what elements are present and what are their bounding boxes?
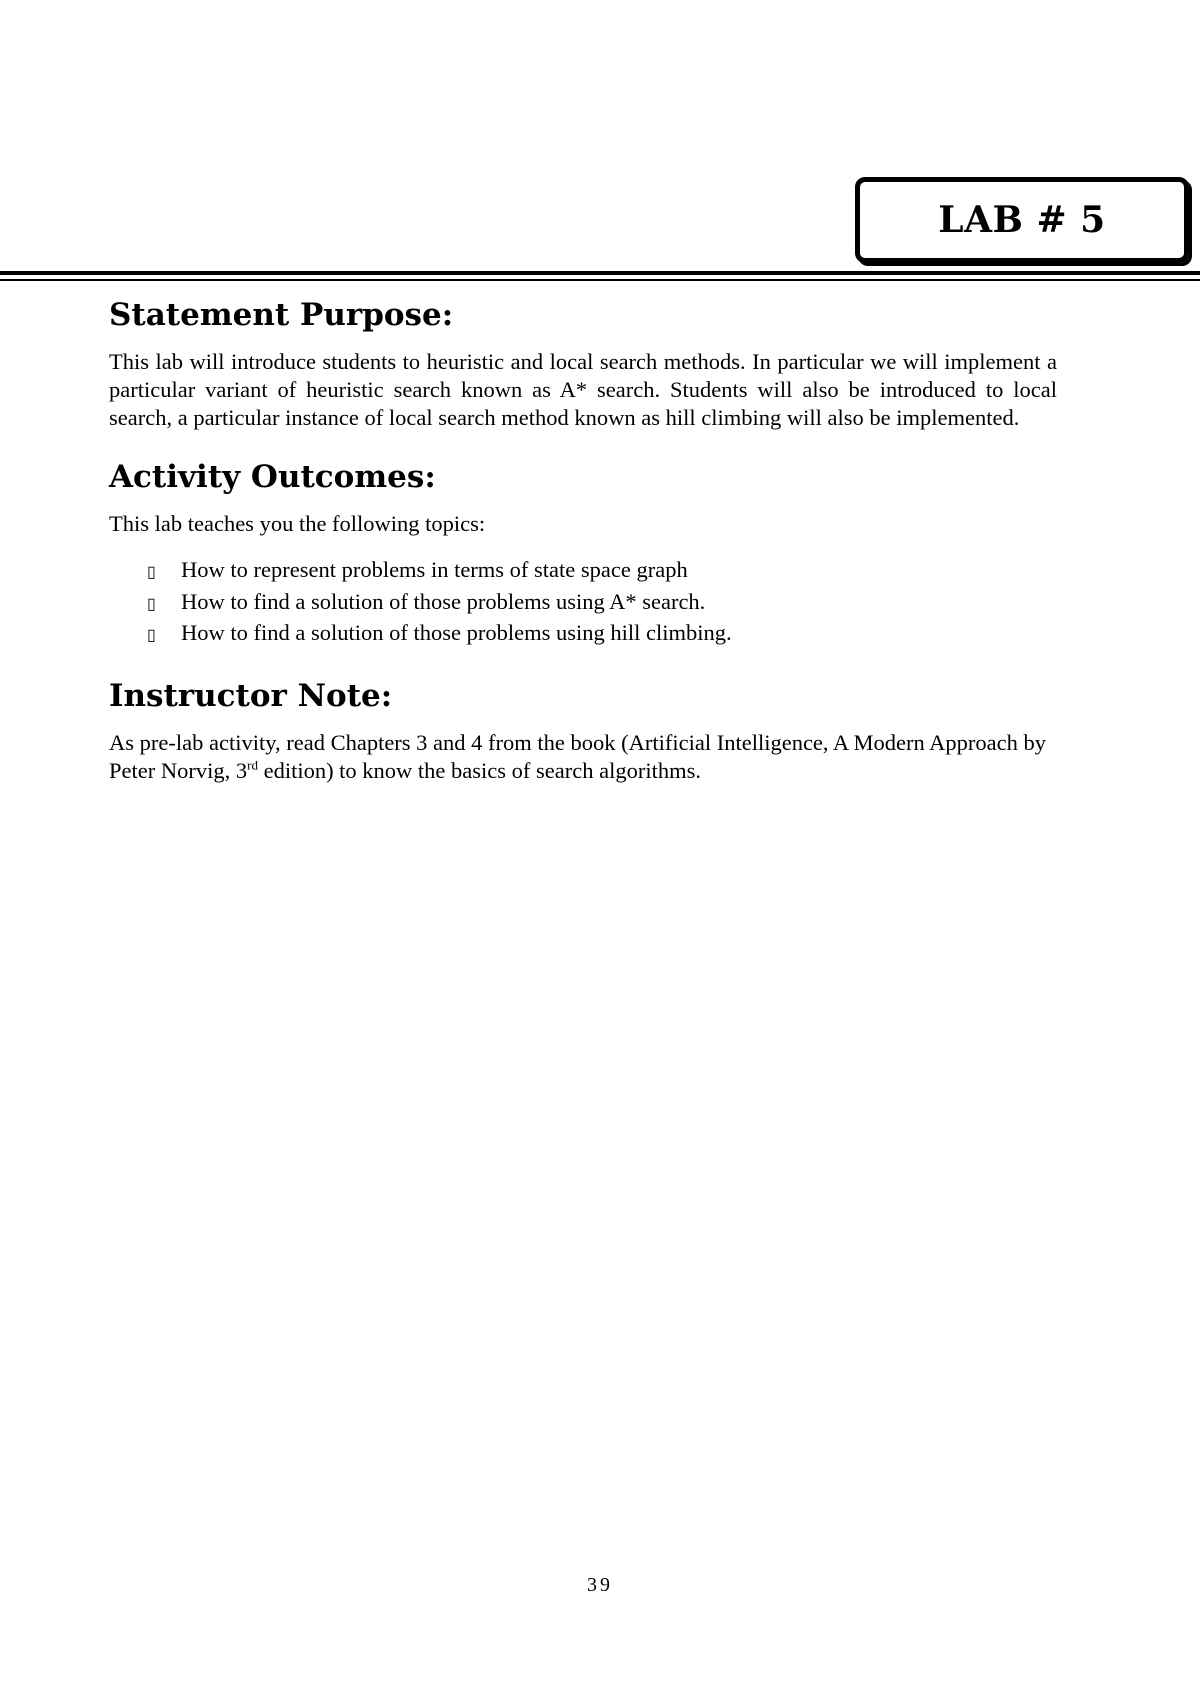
ordinal-superscript: rd [247,757,258,772]
header-rule-thick [0,271,1200,275]
header-rule-thin [0,279,1200,281]
page-content [109,292,1057,785]
instructor-note-text-end: edition) to know the basics of search algorithms. [257,757,701,783]
list-item [109,619,1057,651]
page-number: 39 [587,1574,613,1596]
list-item [109,588,1057,620]
statement-purpose-heading: Statement Purpose: [109,297,454,333]
lab-number-title: LAB # 5 [938,199,1106,241]
bullet-icon: ▯ [147,627,156,644]
lab-number-box [855,177,1189,263]
topics-list [109,556,1057,651]
statement-purpose-body: This lab will introduce students to heuristic and local search methods. In particular we will implement a particular variant of heuristic search known as A* search. Students will also be introduced to local search, a particular instance of local search method known as hill climbing will also be implemented. [109,349,1057,430]
bullet-icon: ▯ [147,564,156,581]
activity-outcomes-intro: This lab teaches you the following topics: [109,511,486,536]
list-item [109,556,1057,588]
list-item-text: How to find a solution of those problems using A* search. [181,588,706,614]
activity-outcomes-section [109,454,1057,651]
instructor-note-section [109,673,1057,785]
bullet-icon: ▯ [147,595,156,613]
list-item-text: How to represent problems in terms of state space graph [181,557,688,582]
instructor-note-heading: Instructor Note: [109,677,393,714]
instructor-note-body [109,729,1057,785]
activity-outcomes-heading: Activity Outcomes: [109,459,436,495]
statement-purpose-section [109,292,1057,432]
instructor-note-text-start: As pre-lab activity, read Chapters 3 and 4 from the book (Artificial Intelligence, A Modern Approach by Peter Norvig, 3 [109,729,1047,783]
list-item-text: How to find a solution of those problems using hill climbing. [181,620,732,645]
